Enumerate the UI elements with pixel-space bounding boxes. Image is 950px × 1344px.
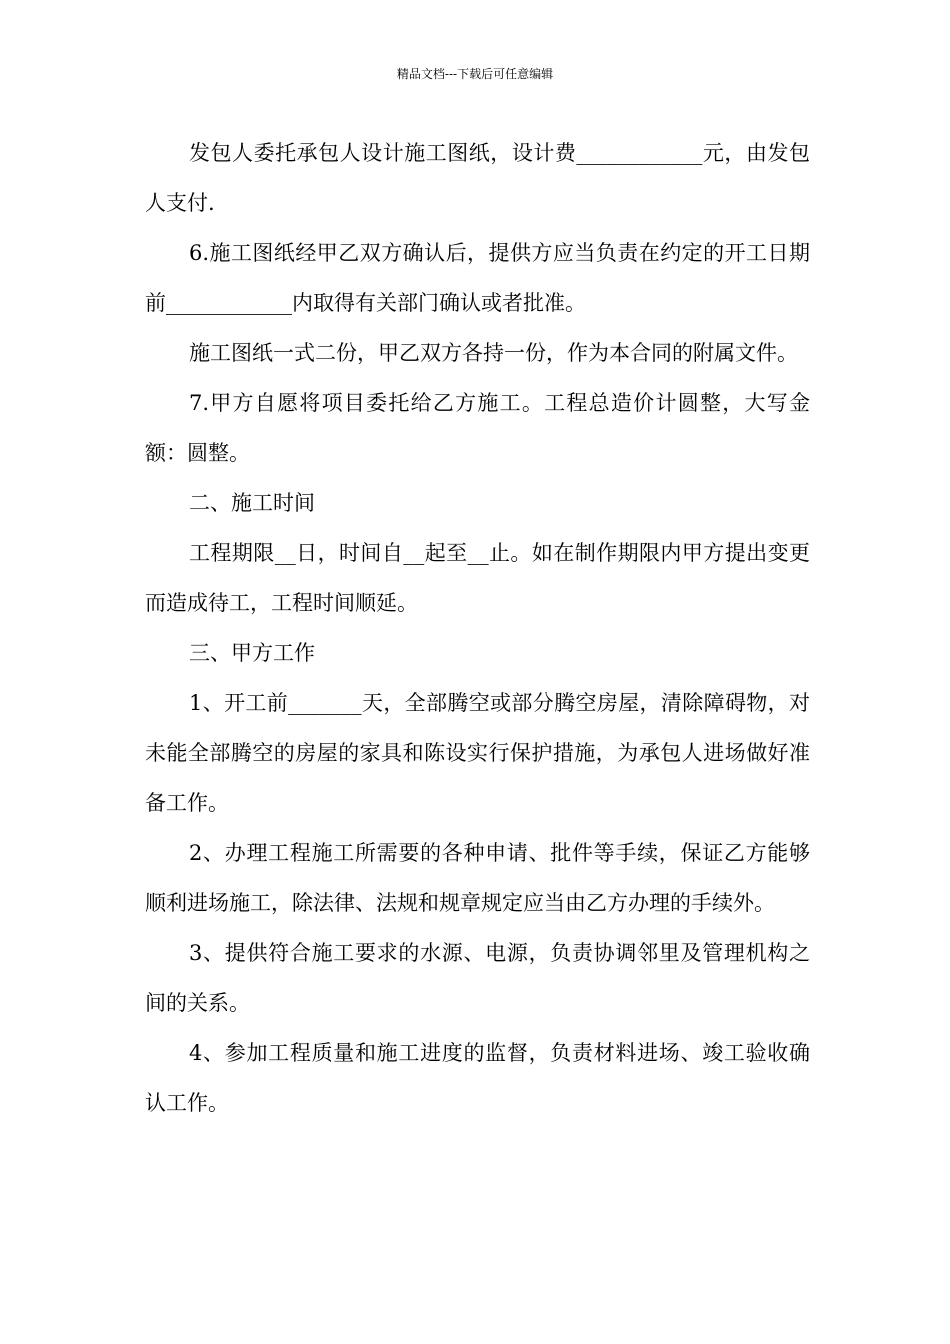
paragraph-design-fee: 发包人委托承包人设计施工图纸，设计费____________元，由发包人支付. [145, 141, 810, 215]
paragraph-party-a-item-1: 1、开工前_______天，全部腾空或部分腾空房屋，清除障碍物，对未能全部腾空的房屋的家具和陈设实行保护措施，为承包人进场做好准备工作。 [145, 691, 810, 815]
paragraph-item-7: 7.甲方自愿将项目委托给乙方施工。工程总造价计圆整，大写金额：圆整。 [145, 391, 810, 465]
page-header: 精品文档---下载后可任意编辑 [396, 67, 554, 81]
document-body [145, 128, 810, 1128]
paragraph-party-a-item-4: 4、参加工程质量和施工进度的监督，负责材料进场、竣工验收确认工作。 [145, 1041, 810, 1115]
paragraph-drawings-copies: 施工图纸一式二份，甲乙双方各持一份，作为本合同的附属文件。 [189, 341, 798, 365]
paragraph-party-a-item-3: 3、提供符合施工要求的水源、电源，负责协调邻里及管理机构之间的关系。 [145, 941, 810, 1015]
paragraph-item-6: 6.施工图纸经甲乙双方确认后，提供方应当负责在约定的开工日期前____________内取得有关部门确认或者批准。 [145, 241, 810, 315]
section-heading-construction-time: 二、施工时间 [189, 491, 315, 515]
paragraph-project-period: 工程期限__日，时间自__起至__止。如在制作期限内甲方提出变更而造成待工，工程时间顺延。 [145, 541, 810, 615]
section-heading-party-a-work: 三、甲方工作 [189, 641, 315, 665]
paragraph-party-a-item-2: 2、办理工程施工所需要的各种申请、批件等手续，保证乙方能够顺利进场施工，除法律、法规和规章规定应当由乙方办理的手续外。 [145, 841, 810, 915]
